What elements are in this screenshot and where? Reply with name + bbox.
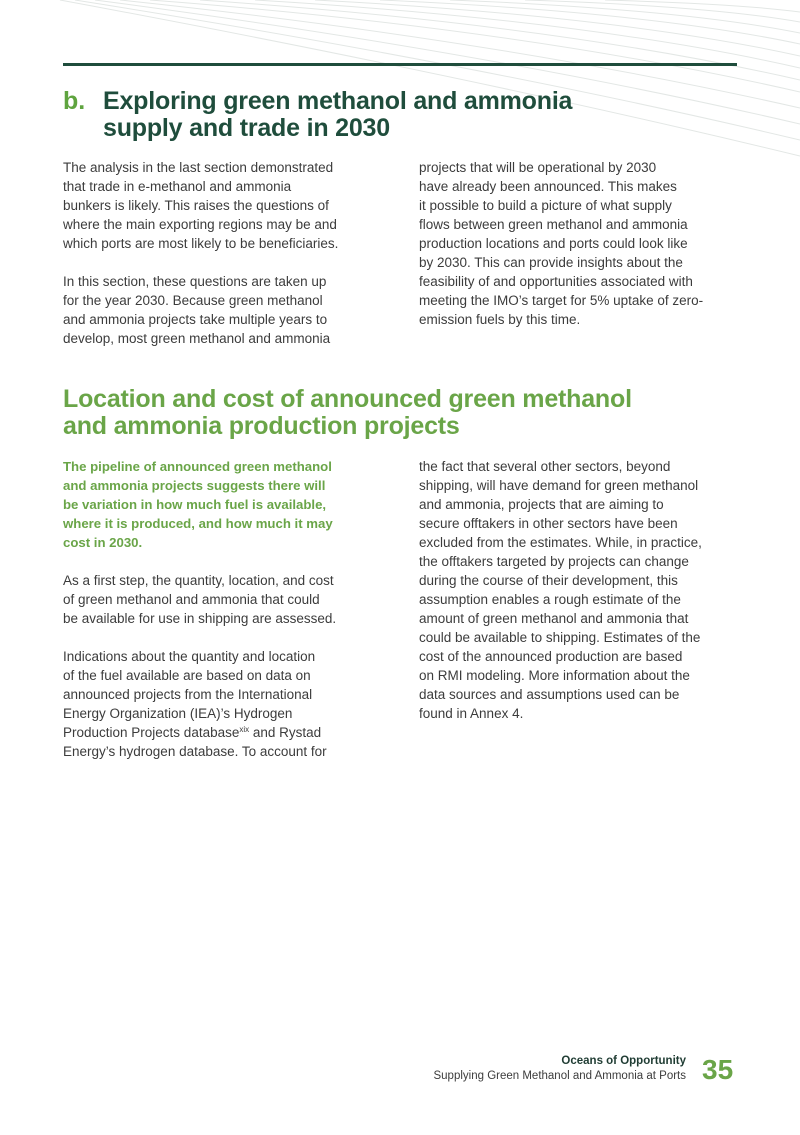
body-text-line: feasibility of and opportunities associated with [419,274,693,289]
body-text-line: during the course of their development, this [419,573,678,588]
endnote-reference: xix [239,725,250,734]
lead-text-line: where it is produced, and how much it may [63,516,333,531]
body-text-line: by 2030. This can provide insights about the [419,255,683,270]
lead-text-line: be variation in how much fuel is available, [63,497,327,512]
body-text-line: of the fuel available are based on data on [63,668,311,683]
left-column [63,457,383,761]
lead-paragraph [63,457,383,552]
body-text-line: found in Annex 4. [419,706,524,721]
body-text-line: of green methanol and ammonia that could [63,592,320,607]
body-text-line: shipping, will have demand for green methanol [419,478,699,493]
section-heading [103,88,572,142]
publication-title: Oceans of Opportunity [561,1055,686,1067]
body-text-line: it possible to build a picture of what supply [419,198,672,213]
body-text-line: bunkers is likely. This raises the questions of [63,198,329,213]
body-text-line: secure offtakers in other sectors have been [419,516,678,531]
body-text-line: flows between green methanol and ammonia [419,217,688,232]
body-text-line: meeting the IMO’s target for 5% uptake of zero- [419,293,704,308]
body-text-line: production locations and ports could look like [419,236,688,251]
body-text-line: excluded from the estimates. While, in practice, [419,535,702,550]
header-rule [63,63,737,66]
body-text-line: announced projects from the International [63,687,313,702]
body-text-segment: Production Projects database [63,725,240,740]
paragraph [63,158,383,253]
paragraph [63,571,383,628]
body-text-line: that trade in e-methanol and ammonia [63,179,292,194]
body-text-line: data sources and assumptions used can be [419,687,680,702]
heading-line: Exploring green methanol and ammonia [103,87,573,115]
paragraph [63,647,383,761]
publication-subtitle: Supplying Green Methanol and Ammonia at Ports [433,1070,686,1082]
subsection-heading [63,386,632,440]
body-text-segment: and Rystad [249,725,322,740]
body-text-line: emission fuels by this time. [419,312,581,327]
body-text-line: cost of the announced production are based [419,649,683,664]
body-text-line: As a first step, the quantity, location, and cost [63,573,334,588]
body-text-line: assumption enables a rough estimate of the [419,592,681,607]
left-column [63,158,383,348]
body-text-line: for the year 2030. Because green methanol [63,293,323,308]
body-text-line: be available for use in shipping are assessed. [63,611,337,626]
body-text-line: on RMI modeling. More information about the [419,668,690,683]
right-column [419,158,739,329]
lead-text-line: The pipeline of announced green methanol [63,459,332,474]
body-text-line: projects that will be operational by 2030 [419,160,657,175]
body-text-line: which ports are most likely to be beneficiaries. [63,236,339,251]
body-text-line: the fact that several other sectors, beyond [419,459,671,474]
paragraph [419,158,739,329]
body-text-line: the offtakers targeted by projects can change [419,554,689,569]
right-column [419,457,739,723]
page-footer [433,1054,686,1084]
body-text-line: Energy Organization (IEA)’s Hydrogen [63,706,293,721]
body-text-line: Indications about the quantity and location [63,649,316,664]
heading-line: supply and trade in 2030 [103,114,390,142]
body-text-line: amount of green methanol and ammonia that [419,611,689,626]
heading-line: and ammonia production projects [63,412,460,440]
body-text-line: develop, most green methanol and ammonia [63,331,331,346]
section-marker: b. [63,87,86,115]
paragraph [63,272,383,348]
body-text-line: and ammonia projects take multiple years to [63,312,328,327]
lead-text-line: and ammonia projects suggests there will [63,478,326,493]
body-text-line: Energy’s hydrogen database. To account for [63,744,327,759]
body-text-line [63,723,383,742]
body-text-line: could be available to shipping. Estimates of the [419,630,701,645]
page-number: 35 [702,1054,734,1085]
heading-line: Location and cost of announced green methanol [63,385,632,413]
body-text-line: have already been announced. This makes [419,179,677,194]
lead-text-line: cost in 2030. [63,535,143,550]
body-text-line: and ammonia, projects that are aiming to [419,497,664,512]
body-text-line: In this section, these questions are taken up [63,274,327,289]
body-text-line: where the main exporting regions may be and [63,217,337,232]
paragraph [419,457,739,723]
body-text-line: The analysis in the last section demonstrated [63,160,334,175]
